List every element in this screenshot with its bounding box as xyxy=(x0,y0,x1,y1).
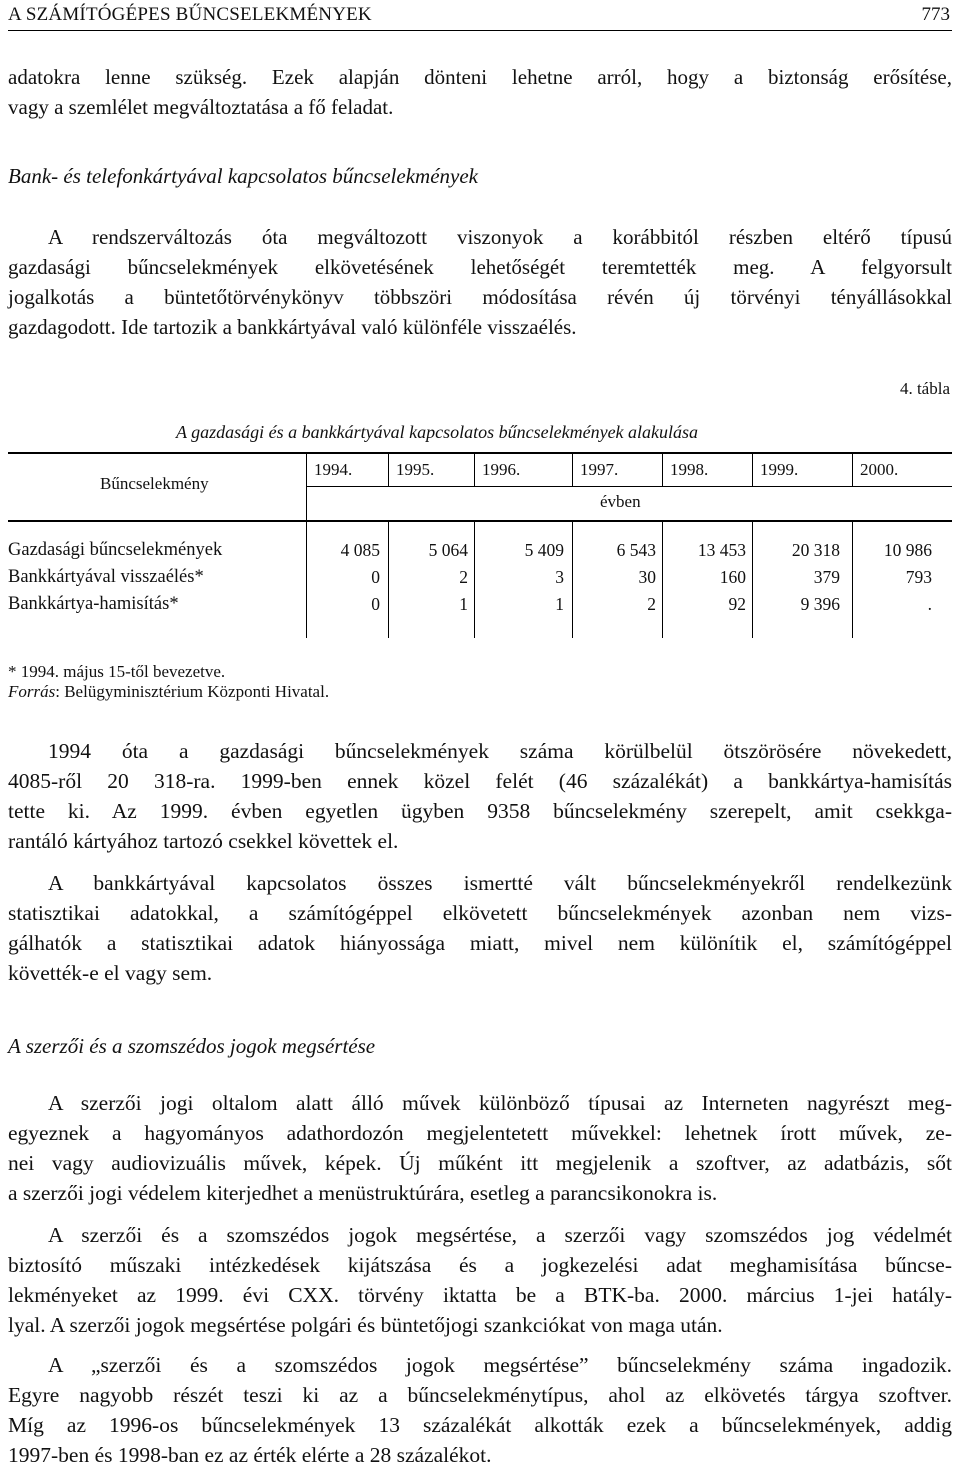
paragraph xyxy=(8,868,952,988)
table-cell: 379 xyxy=(813,567,840,587)
unit-label: évben xyxy=(600,492,641,511)
data-table xyxy=(0,452,960,642)
text-line: egyeznek a hagyományos adathordozón megjelentetett művekkel: lehetnek írott művek, ze- xyxy=(8,1121,952,1145)
source-text: : Belügyminisztérium Központi Hivatal. xyxy=(55,682,330,701)
table-row-label: Bankkártyával visszaélés* xyxy=(8,567,204,587)
text-line: 1994 óta a gazdasági bűncselekmények száma körülbelül ötszörösére növekedett, xyxy=(48,739,952,763)
text-line: vagy a szemlélet megváltoztatása a fő feladat. xyxy=(8,95,394,119)
running-header xyxy=(8,0,952,31)
table-cell: 160 xyxy=(719,567,746,587)
text-line: lyal. A szerzői jogok megsértése polgári és büntetőjogi szankciókat von maga után. xyxy=(8,1313,723,1337)
table-cell: 20 318 xyxy=(791,540,840,560)
table-cell: 1 xyxy=(555,594,564,614)
text-line: A „szerzői és a szomszédos jogok megsértése” bűncselekmény száma ingadozik. xyxy=(48,1353,952,1377)
text-line: gazdagodott. Ide tartozik a bankkártyával való különféle visszaélés. xyxy=(8,315,577,339)
year-header: 1997. xyxy=(580,460,619,479)
section-title: A szerzői és a szomszédos jogok megsértése xyxy=(8,1034,376,1058)
text-line: gazdasági bűncselekmények elkövetésének lehetőségét teremtették meg. A felgyorsult xyxy=(8,255,952,279)
row-header-label: Bűncselekmény xyxy=(100,474,209,493)
text-line: rantáló kártyához tartozó csekkel követtek el. xyxy=(8,829,399,853)
table-row-label: Gazdasági bűncselekmények xyxy=(8,540,223,560)
year-header: 1994. xyxy=(314,460,353,479)
text-line: adatokra lenne szükség. Ezek alapján dönteni lehetne arról, hogy a biztonság erősítése, xyxy=(8,65,952,89)
year-header: 1998. xyxy=(670,460,709,479)
table-cell: 9 396 xyxy=(800,594,840,614)
source-label: Forrás xyxy=(8,682,56,701)
text-line: gálhatók a statisztikai adatok hiányossága miatt, mivel nem különítik el, számítógéppel xyxy=(8,931,952,955)
table-cell: 0 xyxy=(371,567,380,587)
table-caption: A gazdasági és a bankkártyával kapcsolatos bűncselekmények alakulása xyxy=(176,422,699,442)
table-cell: 13 453 xyxy=(697,540,746,560)
text-line: A rendszerváltozás óta megváltozott viszonyok a korábbitól részben eltérő típusú xyxy=(48,225,952,249)
running-header-title: A SZÁMÍTÓGÉPES BŰNCSELEKMÉNYEK xyxy=(8,4,372,25)
table-cell: . xyxy=(927,594,932,614)
text-line: jogalkotás a büntetőtörvénykönyv többszöri módosítása révén új törvényi tényállásokkal xyxy=(8,285,952,309)
table-cell: 0 xyxy=(371,594,380,614)
table-source xyxy=(8,682,329,702)
text-line: követték-e el vagy sem. xyxy=(8,961,213,985)
year-header: 1999. xyxy=(760,460,799,479)
text-line: Míg az 1996-os bűncselekmények 13 százalékát alkották ezek a bűncselekmények, addig xyxy=(8,1413,952,1437)
table-cell: 2 xyxy=(647,594,656,614)
page-number: 773 xyxy=(921,4,950,25)
table-cell: 4 085 xyxy=(340,540,380,560)
text-line: nei vagy audiovizuális művek, képek. Új műként itt megjelenik a szoftver, az adatbázis, sőt xyxy=(8,1151,952,1175)
paragraph xyxy=(8,736,952,856)
text-line: tette ki. Az 1999. évben egyetlen ügyben 9358 bűncselekmény szerepelt, amit csekkga- xyxy=(8,799,952,823)
table-footnote: * 1994. május 15-től bevezetve. xyxy=(8,662,226,681)
section-title: Bank- és telefonkártyával kapcsolatos bűncselekmények xyxy=(8,164,478,188)
text-line: lekményeket az 1999. évi CXX. törvény iktatta be a BTK-ba. 2000. március 1-jei hatály- xyxy=(8,1283,952,1307)
section1-paragraph xyxy=(8,222,952,342)
year-header: 1995. xyxy=(396,460,435,479)
paragraph xyxy=(8,1088,952,1208)
text-line: A szerzői és a szomszédos jogok megsértése, a szerzői vagy szomszédos jog védelmét xyxy=(48,1223,952,1247)
text-line: a szerzői jogi védelem kiterjedhet a menüstruktúrára, esetleg a parancsikonokra is. xyxy=(8,1181,718,1205)
table-cell: 5 409 xyxy=(524,540,564,560)
table-cell: 3 xyxy=(555,567,564,587)
text-line: A szerzői jogi oltalom alatt álló művek különböző típusai az Interneten nagyrészt meg- xyxy=(48,1091,952,1115)
table-cell: 2 xyxy=(459,567,468,587)
text-line: Egyre nagyobb részét teszi ki az a bűncselekménytípus, ahol az elkövetés tárgya szoftver. xyxy=(8,1383,952,1407)
paragraph xyxy=(8,1350,952,1470)
table-cell: 92 xyxy=(728,594,746,614)
text-line: statisztikai adatokkal, a számítógéppel elkövetett bűncselekmények azonban nem vizs- xyxy=(8,901,952,925)
table-cell: 793 xyxy=(905,567,932,587)
table-cell: 6 543 xyxy=(616,540,656,560)
table-label: 4. tábla xyxy=(899,379,950,398)
table-cell: 5 064 xyxy=(428,540,468,560)
text-line: A bankkártyával kapcsolatos összes ismertté vált bűncselekményekről rendelkezünk xyxy=(48,871,952,895)
table-cell: 30 xyxy=(638,567,656,587)
text-line: biztosító műszaki intézkedések kijátszása és a jogkezelési adat meghamisítása bűncse- xyxy=(8,1253,952,1277)
table-row-label: Bankkártya-hamisítás* xyxy=(8,594,179,614)
paragraph xyxy=(8,1220,952,1340)
table-cell: 1 xyxy=(459,594,468,614)
table-cell: 10 986 xyxy=(883,540,932,560)
text-line: 4085-ről 20 318-ra. 1999-ben ennek közel felét (46 százalékát) a bankkártya-hamisítás xyxy=(8,769,952,793)
intro-paragraph xyxy=(8,62,952,122)
year-header: 2000. xyxy=(860,460,899,479)
text-line: 1997-ben és 1998-ban ez az érték elérte a 28 százalékot. xyxy=(8,1443,492,1467)
year-header: 1996. xyxy=(482,460,521,479)
